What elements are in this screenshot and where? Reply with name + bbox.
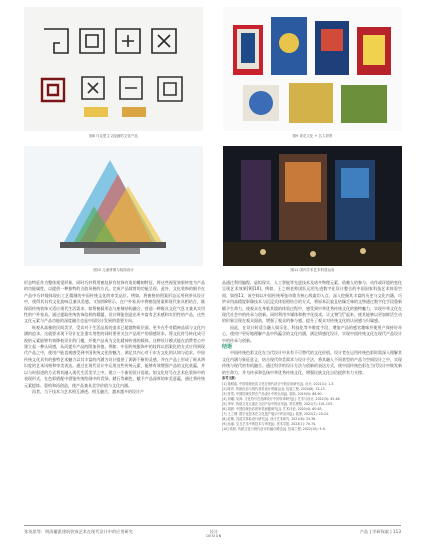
footer-journal-name [197,529,231,539]
figure-8-caption: 图8 马克思主义绘画的文化产品 [89,134,138,138]
reference-item: [1] 钱明成. 中国传统色彩文化在现代设计中的应用研究[J]. 设计, 2021(1): 1-3. [222,382,335,387]
footer-article-title: 张英思等：明清徽派建筑装饰艺术在现代设计中的应用研究 [24,529,133,534]
figure-11-image [223,146,402,266]
reference-item: [9] 孙丽. 交互艺术中的技术与审美[J]. 美术学报, 2023(1): 70-74. [222,422,317,427]
left-paragraph-3: 再者，当下技术与艺术相互渗透、相互融合，越来越多的设计产 [32,388,144,394]
figure-9-illustration [223,7,402,131]
reference-item: [8] 赵敏. 沉浸式体验设计研究[J]. 设计艺术研究, 2021(6): 33-36. [222,417,317,422]
reference-item: [10] 高阳. 传统文化与现代设计的融合路径[J]. 包装工程, 2022(10): 5-9. [222,427,326,432]
reference-item: [5] 李华. 传统文化元素在文创产品中的应用[J]. 美术观察, 2021(7): 101-103. [222,402,334,407]
footer-rule [24,525,401,526]
reference-item: [6] 周晨. 中国传统色彩的审美意蕴研究[J]. 艺术评论, 2020(4): 60-63. [222,407,323,412]
figure-10-image [24,146,203,266]
footer-journal-en: DESIGN [206,534,222,538]
figure-9-caption: 图9 青花文化 + 名人背景 [292,134,333,138]
references-title: 参考文献： [222,376,238,381]
footer-page-info: 产品 | 学研探索 | 113 [359,529,401,534]
figure-10-illustration [24,146,203,266]
right-paragraph-1: 品通过利用编程、虚拟现实、人工智能等先进技术及诸多物理元素，依赖人的参与，动作或环境的变化呈现艺术效果[9][10]。例如，王之纲老师团队运用先进数字化设计整合的中国国家科技艺术体验空间，如图11，该空间以中国传统琴弦诗歌为核心线索切入点，深入挖掘其丰富的历史与文化内涵，巧妙采用高精度影像技术与沉浸式体验相结合的方式，将原本沉寂且枯燥乏味的文物通过数字化手段重新赋予生命力，使观众在身临其境的体验过程中，感受到中华优秀传统文化的独特魅力，实现中华文化在现代社会中的传承与创新。同时利用多媒体和数字化技术，让文物"活"起来，使其能够以更加鲜活生动的形象呈现在观众面前，增强了观众的参与感，提升了观众对传统文化的认同感与归属感。 [222,280,402,324]
left-column [24,280,205,520]
reference-item: [4] 刘曦, 吴涛. 文化符号在品牌设计中的转译研究[J]. 艺术与设计, 2022(3): 45-48. [222,397,341,402]
left-paragraph-2: 纵观从高雅的民间美学，受众对于生活品质的追求已超越物质层面，更多在乎对精神品质与文化内涵的追求。这就要求现下设计在注重实用性的同时要更关注产品用户的情感诉求。将文化符号转化成可视的元素能够有效降低设计的门槛，并使产品成为文化精神传递的载体，这种设计模式能在消费者心中建立起一种认同感，从而提升产品的附加价值。例如，中国传统服饰中的纹样以图案化的方式应用到现代产品之中，使用户能直观感受到中国传统文化的魅力，满足其内心对于东方文化的认知与追求。中国传统文化具有的独特艺术魅力以其丰富的内涵为设计提供了源源不断的灵感，并在产品上形成了极具辨识度的艺术风格和审美表达。通过在现代设计中运用这些传统元素，能够有效增强产品的文化底蕴，并以与时俱进的方式将其融入现代生活美学之中，建立一个新的设计语境。如文化符号在艺术化装饰中的表现形式，在色彩搭配中借鉴传统绘画中的青绿、赭石等颜色，赋予产品深厚的审美意蕴，通过将传统元素提炼、重构和再创造，使产品兼具美学价值与文化内涵。 [24,324,205,388]
reference-item: [2] 陈亮. 传统色彩与现代视觉设计的融合[J]. 包装工程, 2020(8): 12-15. [222,387,326,392]
figure-8-image [24,7,203,131]
left-paragraph-1: 形态特征作为整体视觉形象，同时巧妙利用窗纹原有装饰有角的雕刻特征，将这些视觉效果转变为产品的功能属性，以提供一种独特的古韵风格的方式。完成产品裁剪的功能呈现，此外，文化装饰的细节在产品中巧妙地体现出工艺精细的中国传统文化的审美品位。例如，将窗格的图案形态运用到茶具设计中，使得其具有文化韵味且兼具美感。又如图8所示，在户外家具中将窗纹图案和现代家具相结合，既保留传统装饰又适应现代生活需求，如将窗棂形态与座椅结构融合，营造一种既具文化气息又兼具实用性的户外家具。通过提取传统装饰纹样的精髓，设计师能创造出更多富有艺术感和实用性的产品，这些文化元素与产品功能的深度融合也是中国设计发展的重要方向。 [24,280,205,324]
right-column [222,280,402,522]
figure-8-illustration [24,7,203,131]
figure-9-image [223,7,402,131]
conclusion-paragraph: 中国传统色彩文化在当代设计中具有不可替代的文化价值。设计者在运用传统色彩时需深入理解其文化内涵与象征意义，结合现代审美需求与设计手法，将其融入不同类型的产品与空间设计之中，实现传统与现代的有机融合。通过科学的设计方法与创新的表达方式，使中国传统色彩在当代设计中焕发新的生命力，并为传承和弘扬中华优秀传统文化、增强民族文化自信提供有力支撑。 [222,350,402,375]
figure-11-caption: 图11 国内学术艺术科普运用 [290,268,335,272]
figure-11-illustration [223,146,402,266]
conclusion-heading: 结语 [222,344,233,351]
reference-item: [3] 张雪. 中国传统纹样在产品设计中的运用[J]. 装饰, 2019(5): 88-90. [222,392,323,397]
footer-journal-cn: 设计 [209,529,219,534]
references-list [222,376,402,432]
reference-item: [7] 王之纲. 数字化技术在文化遗产展示中的应用[J]. 装饰, 2022(2): 20-24. [222,412,329,417]
figure-10-caption: 图10 儿童拼图与装饰设计 [93,268,134,272]
right-paragraph-2: 因此，在设计时适当融入娱乐化、科技化等多维度手段，增加产品的感官趣味并使用户保持好奇心，使用户更好地理解产品中所蕴含的文化内涵，满足情感化设计，实现中国传统文化在现代产品设计中的传承与创新。 [222,324,402,343]
